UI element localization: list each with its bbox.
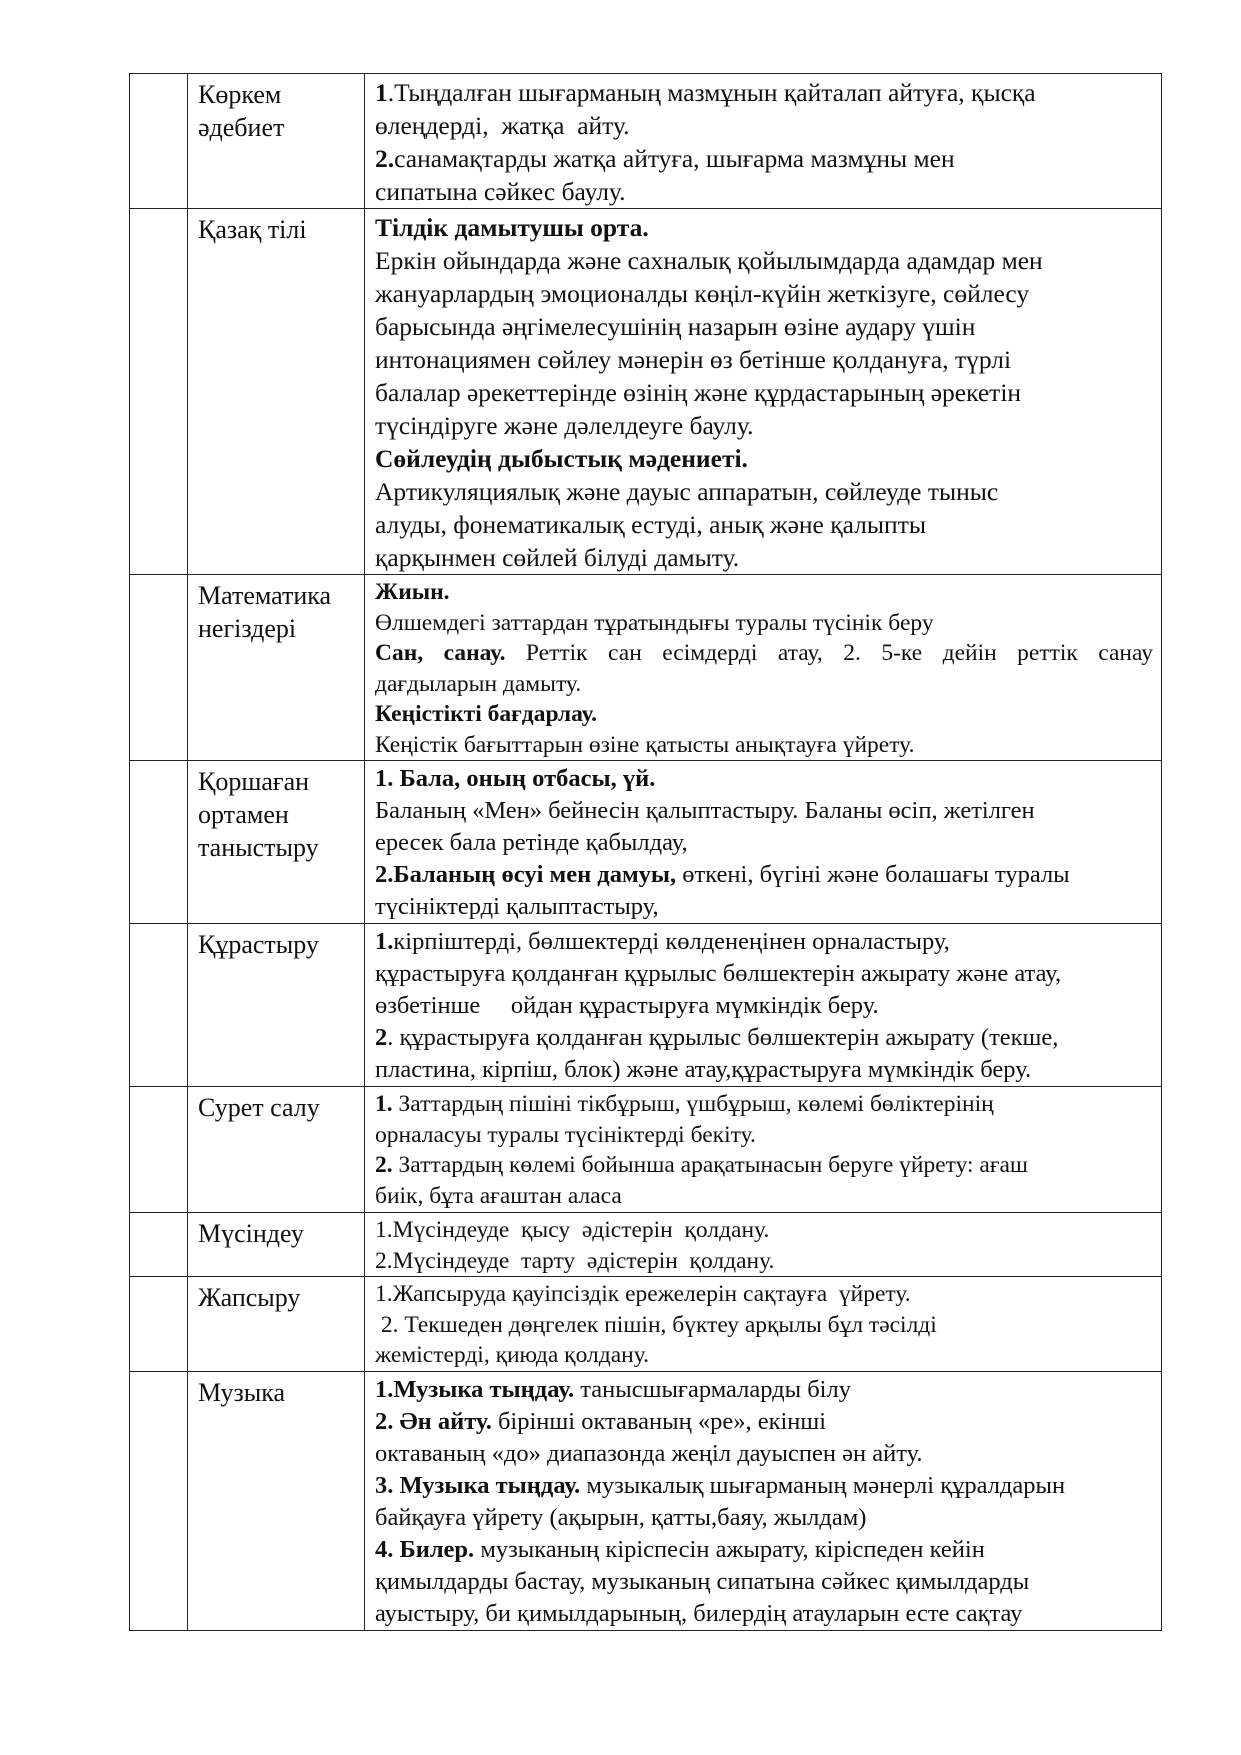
content-line-bold: Кеңістікті бағдарлау. [375,701,597,727]
content-line-text: . құрастыруға қолданған құрылыс бөлшектерін ажырату (текше, [387,1024,1059,1051]
subject-name: Құрастыру [188,924,365,1087]
index-cell [130,575,188,761]
content-line [375,669,1153,700]
index-cell [130,924,188,1087]
content-line-bold: Тілдік дамытушы орта. [375,213,649,242]
content-line [375,1598,1153,1630]
content-line [375,608,1153,639]
content-line [375,795,1153,827]
subject-content [365,209,1162,575]
content-line-text: балалар әрекеттерінде өзінің және құрдастарының әрекетін [375,378,1022,407]
subject-name: Қоршаған ортамен таныстыру [188,761,365,924]
content-line [375,175,1153,208]
content-line [375,376,1153,409]
content-line-bold: Жиын. [375,579,450,605]
subject-name: Сурет салу [188,1087,365,1213]
content-line-bold: 1.Музыка тыңдау. [375,1375,575,1403]
content-line [375,343,1153,376]
subject-name: Музыка [188,1371,365,1630]
content-line-bold: 2. [375,1152,393,1178]
content-line-text: Өлшемдегі заттардан тұратындығы туралы түсінік беру [375,609,934,636]
subject-name: Математика негіздері [188,575,365,761]
content-line-bold: Сан, санау. [375,640,506,666]
content-line-text: Заттардың пішіні тікбұрыш, үшбұрыш, көлемі бөліктерінің [392,1091,994,1117]
index-cell [130,1371,188,1630]
content-line-bold: 1. Бала, оның отбасы, үй. [375,765,656,792]
content-line [375,1374,1153,1406]
content-line-text: байқауға үйрету (ақырын, қатты,баяу, жылдам) [375,1503,867,1531]
content-line-text: санамақтарды жатқа айтуға, шығарма мазмұны мен [394,144,955,173]
index-cell [130,209,188,575]
content-line [375,1089,1153,1120]
content-line-text: музыкалық шығарманың мәнерлі құралдарын [580,1471,1066,1499]
plan-table-body [130,74,1162,1631]
content-line [375,827,1153,859]
content-line [375,508,1153,541]
content-line [375,1279,1153,1310]
index-cell [130,1277,188,1372]
content-line [375,958,1153,990]
content-line-text: сипатына сәйкес баулу. [375,177,626,206]
content-line [375,990,1153,1022]
content-line-bold: 4. Билер. [375,1535,475,1563]
content-line [375,1215,1153,1246]
content-line [375,1438,1153,1470]
subject-content [365,1277,1162,1372]
content-line [375,76,1153,109]
content-line-text: түсіндіруге және дәлелдеуге баулу. [375,411,754,440]
content-line-bold: 2. [375,144,395,173]
index-cell [130,1087,188,1213]
content-line [375,1054,1153,1086]
content-line [375,1246,1153,1277]
content-line-text: кірпіштерді, бөлшектерді көлденеңінен орналастыру, [393,928,950,955]
content-line [375,1470,1153,1502]
content-line-text: октаваның «до» диапазонда жеңіл дауыспен ән айту. [375,1439,923,1467]
subject-content [365,74,1162,209]
content-line-text: алуды, фонематикалық естуді, анық және қалыпты [375,510,926,539]
index-cell [130,74,188,209]
content-line [375,1022,1153,1054]
content-line [375,1566,1153,1598]
subject-row [130,924,1162,1087]
content-line-text: өткені, бүгіні және болашағы туралы [676,861,1070,888]
content-line-bold: Сөйлеудің дыбыстық мәдениеті. [375,444,748,473]
subject-name: Мүсіндеу [188,1213,365,1277]
content-line-text: жануарлардың эмоционалды көңіл-күйін жеткізуге, сөйлесу [375,279,1030,308]
content-line-text: 2.Мүсіндеуде тарту әдістерін қолдану. [375,1247,775,1274]
content-line [375,1310,1153,1341]
subject-content [365,575,1162,761]
content-line [375,1150,1153,1181]
content-line [375,442,1153,475]
subject-row [130,761,1162,924]
content-line [375,109,1153,142]
subject-content [365,1371,1162,1630]
content-line-text: музыканың кіріспесін ажырату, кіріспеден кейін [474,1535,985,1563]
plan-table [129,73,1162,1631]
content-line [375,1340,1153,1371]
content-line-text: қимылдарды бастау, музыканың сипатына сәйкес қимылдарды [375,1567,1030,1595]
content-line [375,891,1153,923]
subject-content [365,761,1162,924]
subject-name: Қазақ тілі [188,209,365,575]
subject-row [130,1371,1162,1630]
subject-row [130,1213,1162,1277]
content-line-bold: 2 [375,1024,388,1051]
content-line-bold: 1. [375,1091,393,1117]
content-line-text: орналасуы туралы түсініктерді бекіту. [375,1121,756,1148]
subject-content [365,1213,1162,1277]
content-line-text: 2. Текшеден дөңгелек пішін, бүктеу арқылы бұл тәсілді [375,1311,937,1338]
content-line [375,577,1153,608]
subject-name: Жапсыру [188,1277,365,1372]
content-line-text: 1.Мүсіндеуде қысу әдістерін қолдану. [375,1217,770,1243]
content-line [375,142,1153,175]
content-line [375,1406,1153,1438]
index-cell [130,761,188,924]
content-line-text: пластина, кірпіш, блок) және атау,құрастыруға мүмкіндік беру. [375,1056,1032,1083]
subject-row [130,575,1162,761]
subject-row [130,1277,1162,1372]
content-line-bold: 1 [375,78,388,107]
content-line-text: Реттік сан есімдерді атау, 2. 5-ке дейін реттік санау [505,640,1153,666]
content-line [375,310,1153,343]
content-line-text: жемістерді, қиюда қолдану. [375,1342,650,1368]
content-line-bold: 2. Ән айту. [375,1407,492,1435]
content-line-text: 1.Жапсыруда қауіпсіздік ережелерін сақтауға үйрету. [375,1281,911,1307]
content-line-text: интонациямен сөйлеу мәнерін өз бетінше қолдануға, түрлі [375,345,1012,374]
content-line [375,1120,1153,1151]
subject-row [130,74,1162,209]
content-line-text: Баланың «Мен» бейнесін қалыптастыру. Баланы өсіп, жетілген [375,797,1035,824]
content-line [375,1181,1153,1212]
content-line [375,475,1153,508]
content-line [375,409,1153,442]
content-line-text: ауыстыру, би қимылдарының, билердің атауларын есте сақтау [375,1599,1023,1627]
content-line-text: .Тыңдалған шығарманың мазмұнын қайталап айтуға, қысқа [387,78,1036,107]
content-line-text: Кеңістік бағыттарын өзіне қатысты анықтауға үйрету. [375,731,915,758]
content-line-text: Еркін ойындарда және сахналық қойылымдарда адамдар мен [375,246,1043,275]
content-line-text: өлеңдерді, жатқа айту. [375,111,630,140]
content-line-text: қарқынмен сөйлей білуді дамыту. [375,543,740,572]
content-line [375,926,1153,958]
content-line [375,763,1153,795]
content-line [375,638,1153,669]
subject-name: Көркем әдебиет [188,74,365,209]
content-line-text: Заттардың көлемі бойынша арақатынасын беруге үйрету: ағаш [392,1152,1029,1178]
content-line-bold: 3. Музыка тыңдау. [375,1471,581,1499]
content-line [375,1534,1153,1566]
content-line [375,244,1153,277]
content-line-text: өзбетінше ойдан құрастыруға мүмкіндік беру. [375,992,879,1019]
subject-row [130,1087,1162,1213]
content-line [375,211,1153,244]
content-line-text: бірінші октаваның «ре», екінші [491,1407,827,1435]
content-line [375,859,1153,891]
content-line [375,277,1153,310]
content-line-text: түсініктерді қалыптастыру, [375,893,659,920]
content-line-text: дағдыларын дамыту. [375,670,582,697]
index-cell [130,1213,188,1277]
content-line-bold: 1. [375,928,394,955]
content-line-text: Артикуляциялық және дауыс аппаратын, сөйлеуде тыныс [375,477,999,506]
content-line [375,730,1153,761]
content-line-bold: 2.Баланың өсуі мен дамуы, [375,861,677,888]
subject-content [365,1087,1162,1213]
content-line-text: танысшығармаларды білу [574,1375,851,1403]
content-line-text: құрастыруға қолданған құрылыс бөлшектерін ажырату және атау, [375,960,1062,987]
content-line-text: биік, бұта ағаштан аласа [375,1182,622,1209]
subject-content [365,924,1162,1087]
subject-row [130,209,1162,575]
content-line-text: ересек бала ретінде қабылдау, [375,829,688,856]
content-line [375,1502,1153,1534]
content-line-text: барысында әңгімелесушінің назарын өзіне аудару үшін [375,312,976,341]
content-line [375,699,1153,730]
content-line [375,541,1153,574]
